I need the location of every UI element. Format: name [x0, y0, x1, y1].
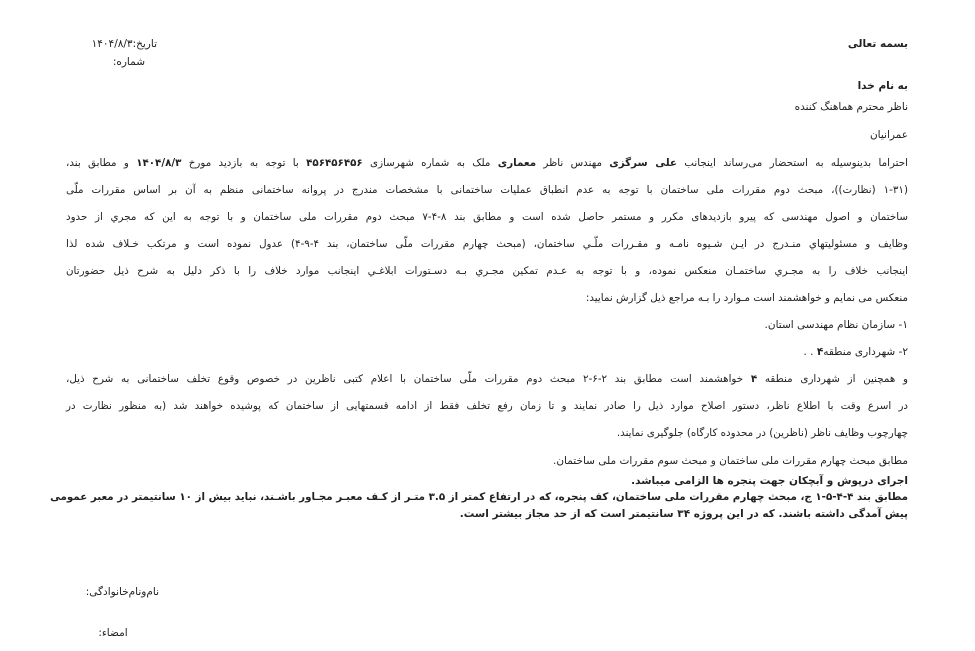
date-field [67, 38, 157, 50]
body-line-10: مطابق مبحث چهارم مقررات ملی ساختمان و مبحث سوم مقررات ملی ساختمان. [552, 455, 908, 467]
body-line-6: منعکس می نمایم و خواهشمند است مـوارد را بـه مراجع ذیل گزارش نمایید: [585, 292, 908, 304]
body-line-9: چهارچوب وظایف ناظر (ناظرین) در محدوده کارگاه) جلوگیری نمایند. [616, 427, 908, 439]
violation-note-2-line-1: مطابق بند ۴-۴-۵-۱ ج، مبحث چهارم مقررات ملی ساختمان، کف پنجره، که در ارتفاع کمتر از ۳.۵ متـر از کـف معبـر مجـاور باشـند، نباید بیش از ۱۰ سانتیمتر در معبر عمومی [50, 491, 908, 503]
list-item: ۱- سازمان نظام مهندسی استان. [764, 319, 908, 331]
body-line-8: در اسرع وقت با اطلاع ناظر، دستور اصلاح موارد ذیل را صادر نمایند و تا زمان رفع تخلف فقط از ادامه قسمتهایی از ساختمان که پوشیده خواهند شد (به منظور نظارت در [66, 400, 908, 412]
date-label: تاریخ: [132, 38, 157, 50]
violation-note-2-line-2: پیش آمدگی داشته باشند. که در این پروژه ۳۴ سانتیمتر است که از حد مجاز بیشتر است. [459, 508, 908, 520]
body-line-2: (۱-۳۱ (نظارت))، مبحث دوم مقررات ملی ساختمان با توجه به عدم انطباق عملیات ساختمانی با مشخصات مندرج در پروانه ساختمانی منظم به آن بر اساس مقررات ملّی [66, 184, 908, 196]
visit-date: ۱۴۰۴/۸/۳ [136, 157, 182, 169]
parcel-number: ۴۵۶۴۵۶۴۵۶ [306, 157, 363, 169]
supervisor-name: علی سرگزی [609, 157, 677, 169]
date-value: ۱۴۰۴/۸/۳ [91, 38, 133, 50]
number-label: شماره: [112, 56, 145, 68]
violation-note-1: اجرای درپوش و آبچکان جهت پنجره ها الزامی میباشد. [631, 475, 908, 487]
supervisor-role: معماری [497, 157, 537, 169]
bename-heading: به نام خدا [857, 80, 908, 92]
besmeh-heading: بسمه تعالی [847, 38, 908, 50]
name-label: نام‌ونام‌خانوادگی: [85, 586, 159, 598]
district-number: ۴ [816, 346, 824, 358]
body-line-5: اینجانب خلاف را به مجـري ساختمـان منعکس نموده، و با توجه به عـدم تمکین مجـري بـه دسـتورات ابلاغـي اینجانب موارد خلاف را با ذکر دلیل به شرح ذیل حضورتان [66, 265, 908, 277]
signature-label: امضاء: [98, 627, 128, 639]
district-number: ۴ [750, 373, 758, 385]
recipient-line: ناظر محترم هماهنگ کننده [794, 101, 908, 113]
body-line-7: و همچنین از شهرداری منطقه ۴ خواهشمند است مطابق بند ۲-۶-۲ مبحث دوم مقررات ملّی ساختمان با اعلام کتبی ناظرین در خصوص وقوع تخلف ساختمانی به شرح ذیل، [66, 373, 908, 385]
body-line-1: احتراما بدینوسیله به استحضار می‌رساند اینجانب علی سرگزی مهندس ناظر معماری ملک به شماره شهرسازی ۴۵۶۴۵۶۴۵۶ با توجه به بازدید مورخ ۱۴۰۴/۸/۳ و مطابق بند، [66, 157, 909, 169]
body-line-3: ساختمان و اصول مهندسی که پیرو بازدیدهای مکرر و مستمر حاصل شده است و مطابق بند ۸-۴-۷ مبحث دوم مقررات ملی ساختمان و با توجه به این که مجري از حدود [66, 211, 909, 223]
department-line: عمرانیان [869, 129, 908, 141]
body-line-4: وظایف و مسئولیتهاي منـدرج در ایـن شـیوه نامـه و مقـررات ملّـي ساختمان، (مبحث چهارم مقررات ملّی ساختمان، بند ۴-۹-۴) عدول نموده است و مرتکب خـلاف شده لذا [66, 238, 908, 250]
list-item: ۲- شهرداری منطقه۴ . . [803, 346, 908, 358]
